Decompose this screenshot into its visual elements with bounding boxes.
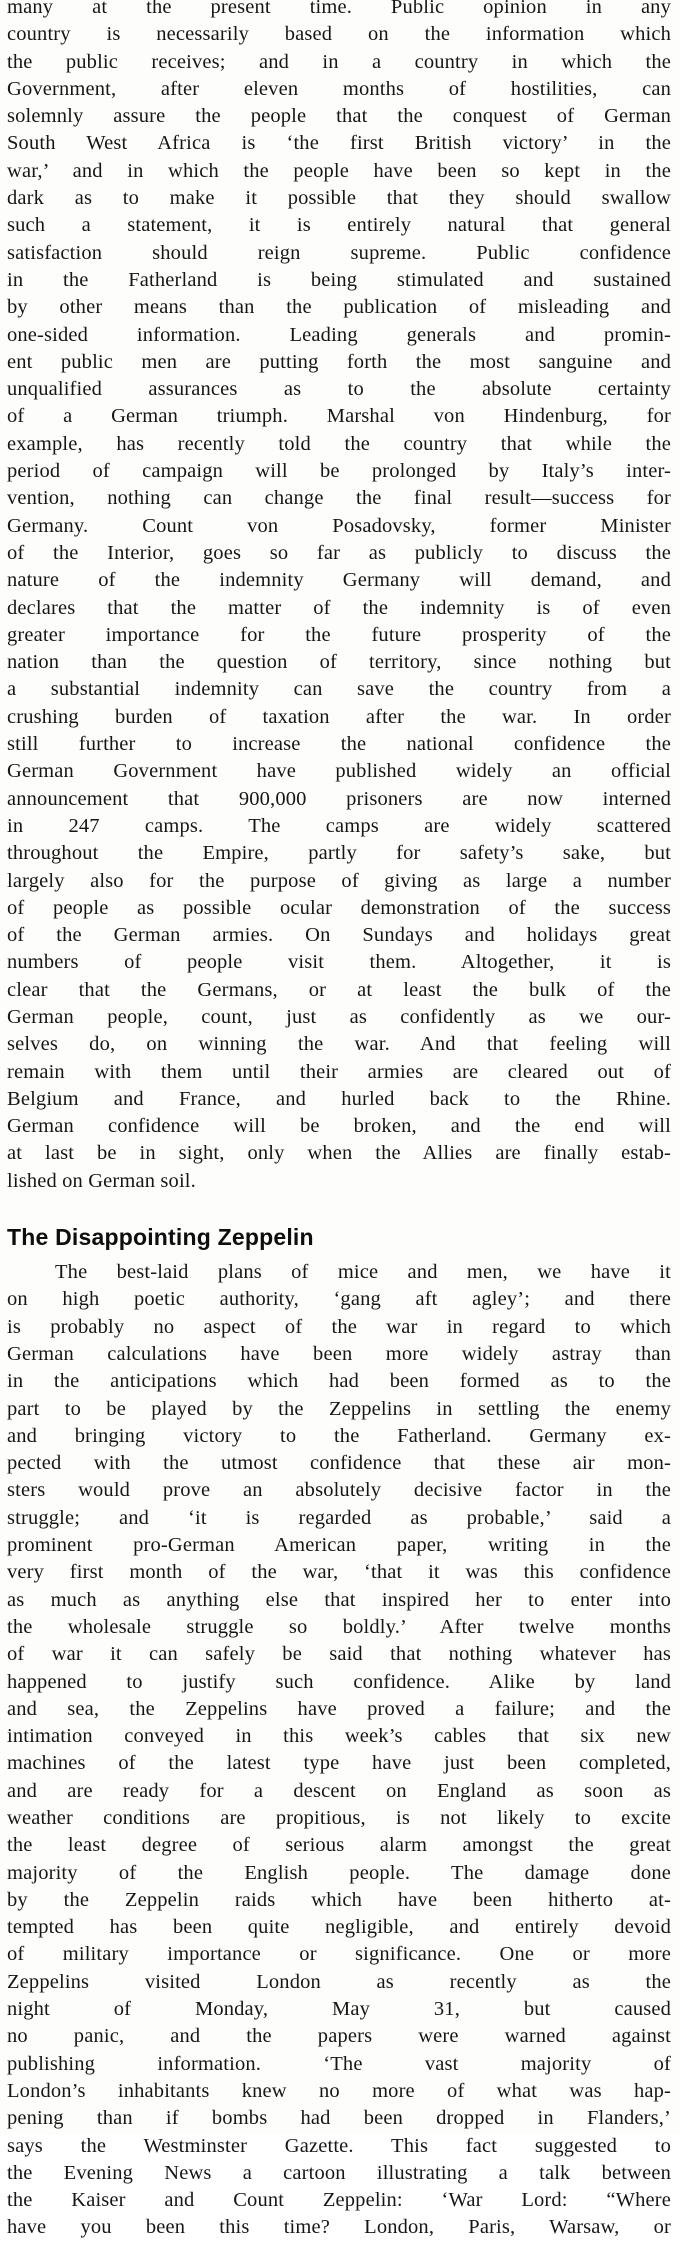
text-line: such a statement, it is entirely natural that general (7, 214, 671, 237)
text-line: the Evening News a cartoon illustrating a talk between (7, 2161, 671, 2184)
text-line: unqualified assurances as to the absolute certainty (7, 378, 671, 401)
text-line: of the Interior, goes so far as publicly to discuss the (7, 541, 671, 564)
text-line: and sea, the Zeppelins have proved a failure; and the (7, 1697, 671, 1720)
text-line: struggle; and ‘it is regarded as probable,’ said a (7, 1506, 671, 1529)
text-line: publishing information. ‘The vast majority of (7, 2052, 671, 2075)
section-heading: The Disappointing Zeppelin (7, 1224, 314, 1251)
text-line: numbers of people visit them. Altogether, it is (7, 951, 671, 974)
text-line: by the Zeppelin raids which have been hitherto at- (7, 1888, 671, 1911)
text-line: announcement that 900,000 prisoners are now interned (7, 787, 671, 810)
text-line: ent public men are putting forth the most sanguine and (7, 350, 671, 373)
text-line: is probably no aspect of the war in regard to which (7, 1315, 671, 1338)
text-line: Zeppelins visited London as recently as the (7, 1970, 671, 1993)
text-line: the wholesale struggle so boldly.’ After twelve months (7, 1615, 671, 1638)
text-line: remain with them until their armies are cleared out of (7, 1060, 671, 1083)
text-line: the Kaiser and Count Zeppelin: ‘War Lord: “Where (7, 2189, 671, 2212)
text-line: satisfaction should reign supreme. Public confidence (7, 241, 671, 264)
article-column (7, 0, 671, 2242)
text-line: many at the present time. Public opinion in any (7, 0, 671, 18)
text-line: The best-laid plans of mice and men, we have it (55, 1261, 671, 1284)
text-line: example, has recently told the country that while the (7, 432, 671, 455)
text-line: sters would prove an absolutely decisive factor in the (7, 1479, 671, 1502)
text-line: machines of the latest type have just been completed, (7, 1752, 671, 1775)
text-line: Belgium and France, and hurled back to the Rhine. (7, 1087, 671, 1110)
text-line: South West Africa is ‘the first British victory’ in the (7, 132, 671, 155)
text-line: London’s inhabitants knew no more of what was hap- (7, 2079, 671, 2102)
text-line: lished on German soil. (7, 1169, 196, 1192)
text-line: night of Monday, May 31, but caused (7, 1998, 671, 2021)
text-line: on high poetic authority, ‘gang aft agley’; and there (7, 1288, 671, 1311)
text-line: of military importance or significance. One or more (7, 1943, 671, 1966)
text-line: weather conditions are propitious, is not likely to excite (7, 1807, 671, 1829)
text-line: happened to justify such confidence. Alike by land (7, 1670, 671, 1693)
text-line: in 247 camps. The camps are widely scattered (7, 814, 671, 837)
text-line: nation than the question of territory, since nothing but (7, 651, 671, 674)
text-line: a substantial indemnity can save the country from a (7, 678, 671, 701)
text-line: dark as to make it possible that they should swallow (7, 187, 671, 210)
text-line: intimation conveyed in this week’s cables that six new (7, 1725, 671, 1748)
text-line: selves do, on winning the war. And that feeling will (7, 1033, 671, 1056)
text-line: Government, after eleven months of hostilities, can (7, 77, 671, 100)
text-line: majority of the English people. The damage done (7, 1861, 671, 1884)
text-line: pected with the utmost confidence that these air mon- (7, 1452, 671, 1475)
text-line: throughout the Empire, partly for safety’s sake, but (7, 842, 671, 865)
text-line: German calculations have been more widely astray than (7, 1342, 671, 1365)
text-line: by other means than the publication of misleading and (7, 296, 671, 319)
text-line: and are ready for a descent on England as soon as (7, 1779, 671, 1802)
intro-paragraph (7, 0, 671, 1195)
text-line: German Government have published widely an official (7, 760, 671, 783)
text-line: nature of the indemnity Germany will demand, and (7, 569, 671, 592)
text-line: the public receives; and in a country in which the (7, 50, 671, 73)
text-line: as much as anything else that inspired her to enter into (7, 1588, 671, 1611)
text-line: tempted has been quite negligible, and entirely devoid (7, 1916, 671, 1939)
text-line: greater importance for the future prosperity of the (7, 623, 671, 646)
text-line: German people, count, just as confidently as we our- (7, 1005, 671, 1028)
text-line: largely also for the purpose of giving as large a number (7, 869, 671, 892)
text-line: clear that the Germans, or at least the bulk of the (7, 978, 671, 1001)
text-line: says the Westminster Gazette. This fact suggested to (7, 2134, 671, 2157)
text-line: of a German triumph. Marshal von Hindenburg, for (7, 405, 671, 428)
text-line: in the Fatherland is being stimulated and sustained (7, 268, 671, 291)
section-paragraph (7, 1259, 671, 2242)
text-line: part to be played by the Zeppelins in settling the enemy (7, 1397, 671, 1420)
text-line: country is necessarily based on the information which (7, 23, 671, 46)
text-line: crushing burden of taxation after the war. In order (7, 705, 671, 728)
text-line: vention, nothing can change the final result—success for (7, 487, 671, 510)
section-gap (7, 1195, 671, 1221)
text-line: of people as possible ocular demonstration of the success (7, 896, 671, 919)
text-line: one-sided information. Leading generals and promin- (7, 323, 671, 346)
text-line: no panic, and the papers were warned against (7, 2025, 671, 2048)
text-line: still further to increase the national confidence the (7, 733, 671, 756)
text-line: war,’ and in which the people have been so kept in the (7, 159, 671, 182)
text-line: in the anticipations which had been formed as to the (7, 1370, 671, 1393)
text-line: of war it can safely be said that nothing whatever has (7, 1643, 671, 1666)
text-line: pening than if bombs had been dropped in Flanders,’ (7, 2107, 671, 2130)
text-line: have you been this time? London, Paris, Warsaw, or (7, 2216, 671, 2239)
text-line: declares that the matter of the indemnity is of even (7, 596, 671, 619)
text-line: at last be in sight, only when the Allies are finally estab- (7, 1142, 671, 1165)
text-line: solemnly assure the people that the conquest of German (7, 105, 671, 128)
text-line: period of campaign will be prolonged by Italy’s inter- (7, 460, 671, 483)
text-line: German confidence will be broken, and the end will (7, 1115, 671, 1138)
text-line: very first month of the war, ‘that it was this confidence (7, 1561, 671, 1584)
text-line: of the German armies. On Sundays and holidays great (7, 924, 671, 947)
text-line: and bringing victory to the Fatherland. Germany ex- (7, 1424, 671, 1447)
text-line: prominent pro-German American paper, writing in the (7, 1534, 671, 1557)
text-line: the least degree of serious alarm amongst the great (7, 1834, 671, 1857)
text-line: Germany. Count von Posadovsky, former Minister (7, 514, 671, 537)
